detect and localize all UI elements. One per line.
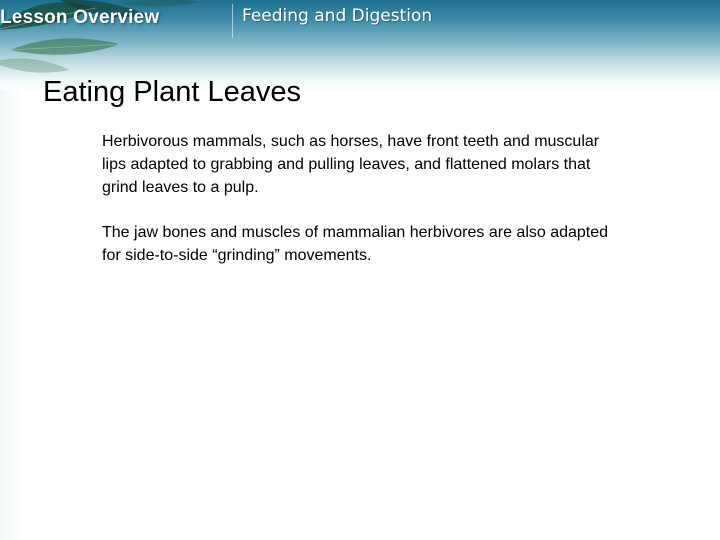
slide-title: Eating Plant Leaves [43,76,301,108]
slide-body [102,130,622,289]
body-paragraph: The jaw bones and muscles of mammalian herbivores are also adapted for side-to-side “grinding” movements. [102,224,609,264]
lesson-overview-label: Lesson Overview [0,7,160,28]
topic-title: Feeding and Digestion [242,6,433,26]
header-divider [232,4,233,38]
body-paragraph: Herbivorous mammals, such as horses, have front teeth and muscular lips adapted to grabbing and pulling leaves, and flattened molars that grind leaves to a pulp. [102,133,600,196]
left-edge-decoration [0,90,22,540]
